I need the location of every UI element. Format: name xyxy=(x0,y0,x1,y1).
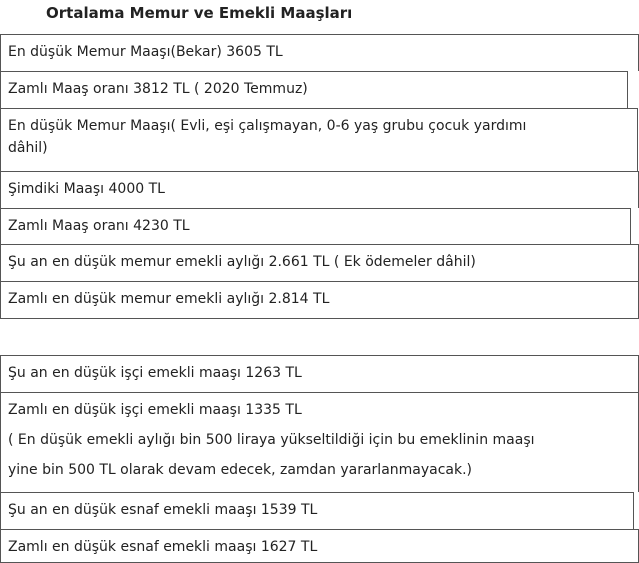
row-text: En düşük Memur Maaşı( Evli, eşi çalışmayan, 0-6 yaş grubu çocuk yardımı xyxy=(8,118,527,134)
table-row xyxy=(0,355,639,392)
row-text: Zamlı en düşük memur emekli aylığı 2.814 TL xyxy=(8,291,330,307)
row-text: Şimdiki Maaşı 4000 TL xyxy=(8,181,165,197)
row-text: Zamlı Maaş oranı 4230 TL xyxy=(8,218,190,234)
table-row xyxy=(0,529,639,563)
table-row xyxy=(0,171,639,208)
table-row xyxy=(0,244,639,281)
row-text: Zamlı en düşük işçi emekli maaşı 1335 TL xyxy=(8,402,302,418)
table-row xyxy=(0,281,639,319)
table-row xyxy=(0,71,628,108)
table-row xyxy=(0,108,638,171)
table-row xyxy=(0,492,634,529)
row-note-line: yine bin 500 TL olarak devam edecek, zamdan yararlanmayacak.) xyxy=(8,462,473,478)
table-row xyxy=(0,208,631,244)
table-row xyxy=(0,34,639,71)
row-text: Zamlı en düşük esnaf emekli maaşı 1627 TL xyxy=(8,539,318,555)
row-text: Şu an en düşük esnaf emekli maaşı 1539 TL xyxy=(8,502,318,518)
page-title: Ortalama Memur ve Emekli Maaşları xyxy=(46,4,353,22)
row-note-line: ( En düşük emekli aylığı bin 500 liraya yükseltildiği için bu emeklinin maaşı xyxy=(8,432,535,448)
table-row xyxy=(0,392,639,492)
row-text: Şu an en düşük işçi emekli maaşı 1263 TL xyxy=(8,365,302,381)
row-note xyxy=(8,425,630,485)
row-text: Zamlı Maaş oranı 3812 TL ( 2020 Temmuz) xyxy=(8,81,308,97)
row-text: dâhil) xyxy=(8,140,48,156)
row-text: Şu an en düşük memur emekli aylığı 2.661 TL ( Ek ödemeler dâhil) xyxy=(8,254,476,270)
row-text: En düşük Memur Maaşı(Bekar) 3605 TL xyxy=(8,44,283,60)
